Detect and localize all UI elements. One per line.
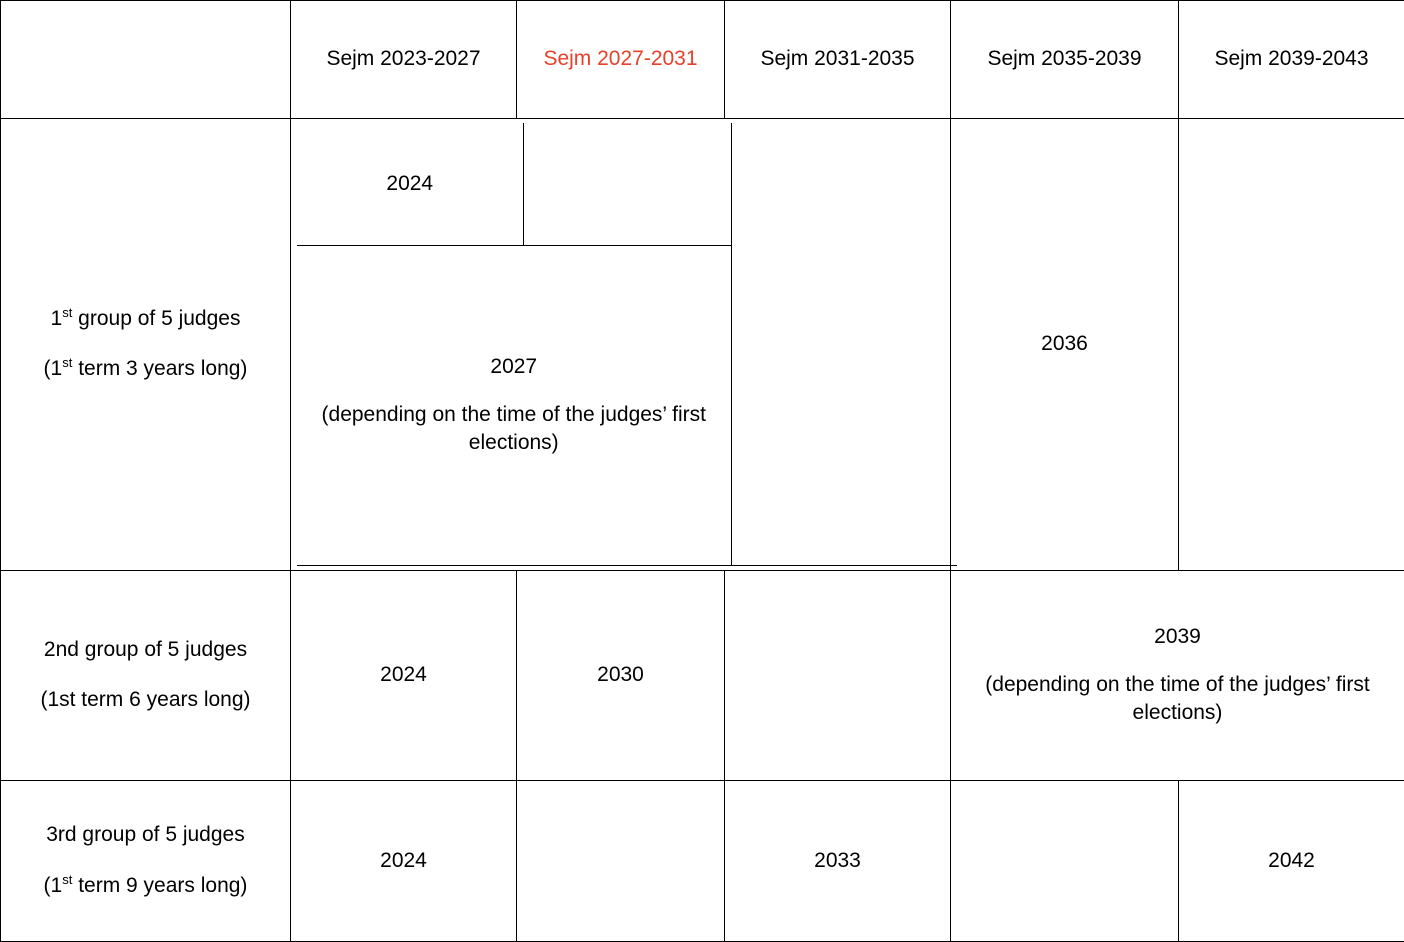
table-header-row	[1, 1, 1404, 119]
cell-group2-2039-note: (depending on the time of the judges’ first elections)	[985, 673, 1370, 725]
cell-group3-blank-2035-2039	[951, 780, 1179, 941]
cell-group2-2024: 2024	[291, 570, 517, 780]
row-1-nested-top	[297, 123, 957, 245]
cell-group3-2033: 2033	[725, 780, 951, 941]
cell-group1-blank-2027-2031	[523, 123, 731, 245]
table-row	[1, 119, 1404, 571]
cell-group1-blank-2039-2043	[1179, 119, 1404, 571]
cell-group2-2039	[951, 570, 1404, 780]
row-label-group-3	[1, 780, 291, 941]
cell-group1-2027	[297, 245, 731, 565]
header-cell-sejm-2027-2031: Sejm 2027-2031	[517, 1, 725, 119]
header-cell-sejm-2023-2027: Sejm 2023-2027	[291, 1, 517, 119]
row-label-group-2-sub: (1st term 6 years long)	[40, 688, 251, 712]
cell-group2-2030: 2030	[517, 570, 725, 780]
row-label-group-3-sub: (1st term 9 years long)	[43, 871, 248, 897]
cell-group1-2024: 2024	[297, 123, 523, 245]
ordinal-suffix: st	[62, 355, 73, 371]
row-label-group-1	[1, 119, 291, 571]
cell-group3-2042: 2042	[1179, 780, 1404, 941]
header-cell-sejm-2035-2039: Sejm 2035-2039	[951, 1, 1179, 119]
row-label-group-1-sub: (1st term 3 years long)	[43, 355, 248, 381]
cell-group1-2036: 2036	[951, 119, 1179, 571]
cell-group3-2024: 2024	[291, 780, 517, 941]
row-1-nested-table	[297, 123, 957, 566]
cell-group3-blank-2027-2031	[517, 780, 725, 941]
header-cell-sejm-2039-2043: Sejm 2039-2043	[1179, 1, 1404, 119]
row-1-split-region	[291, 119, 951, 571]
header-cell-empty	[1, 1, 291, 119]
row-label-group-2	[1, 570, 291, 780]
cell-group1-2027-year: 2027	[490, 354, 538, 378]
ordinal-suffix: st	[62, 305, 73, 321]
ordinal-suffix: st	[62, 871, 73, 887]
table-row	[1, 570, 1404, 780]
row-label-group-1-main: 1st group of 5 judges	[50, 305, 241, 331]
cell-group2-blank-2031-2035	[725, 570, 951, 780]
table-row	[1, 780, 1404, 941]
cell-group1-blank-2031-2035	[731, 123, 957, 565]
header-cell-sejm-2031-2035: Sejm 2031-2035	[725, 1, 951, 119]
row-label-group-3-main: 3rd group of 5 judges	[46, 823, 245, 847]
row-label-group-2-main: 2nd group of 5 judges	[43, 637, 248, 661]
cell-group1-2027-note: (depending on the time of the judges’ first elections)	[321, 402, 706, 455]
cell-group2-2039-year: 2039	[1154, 624, 1201, 648]
